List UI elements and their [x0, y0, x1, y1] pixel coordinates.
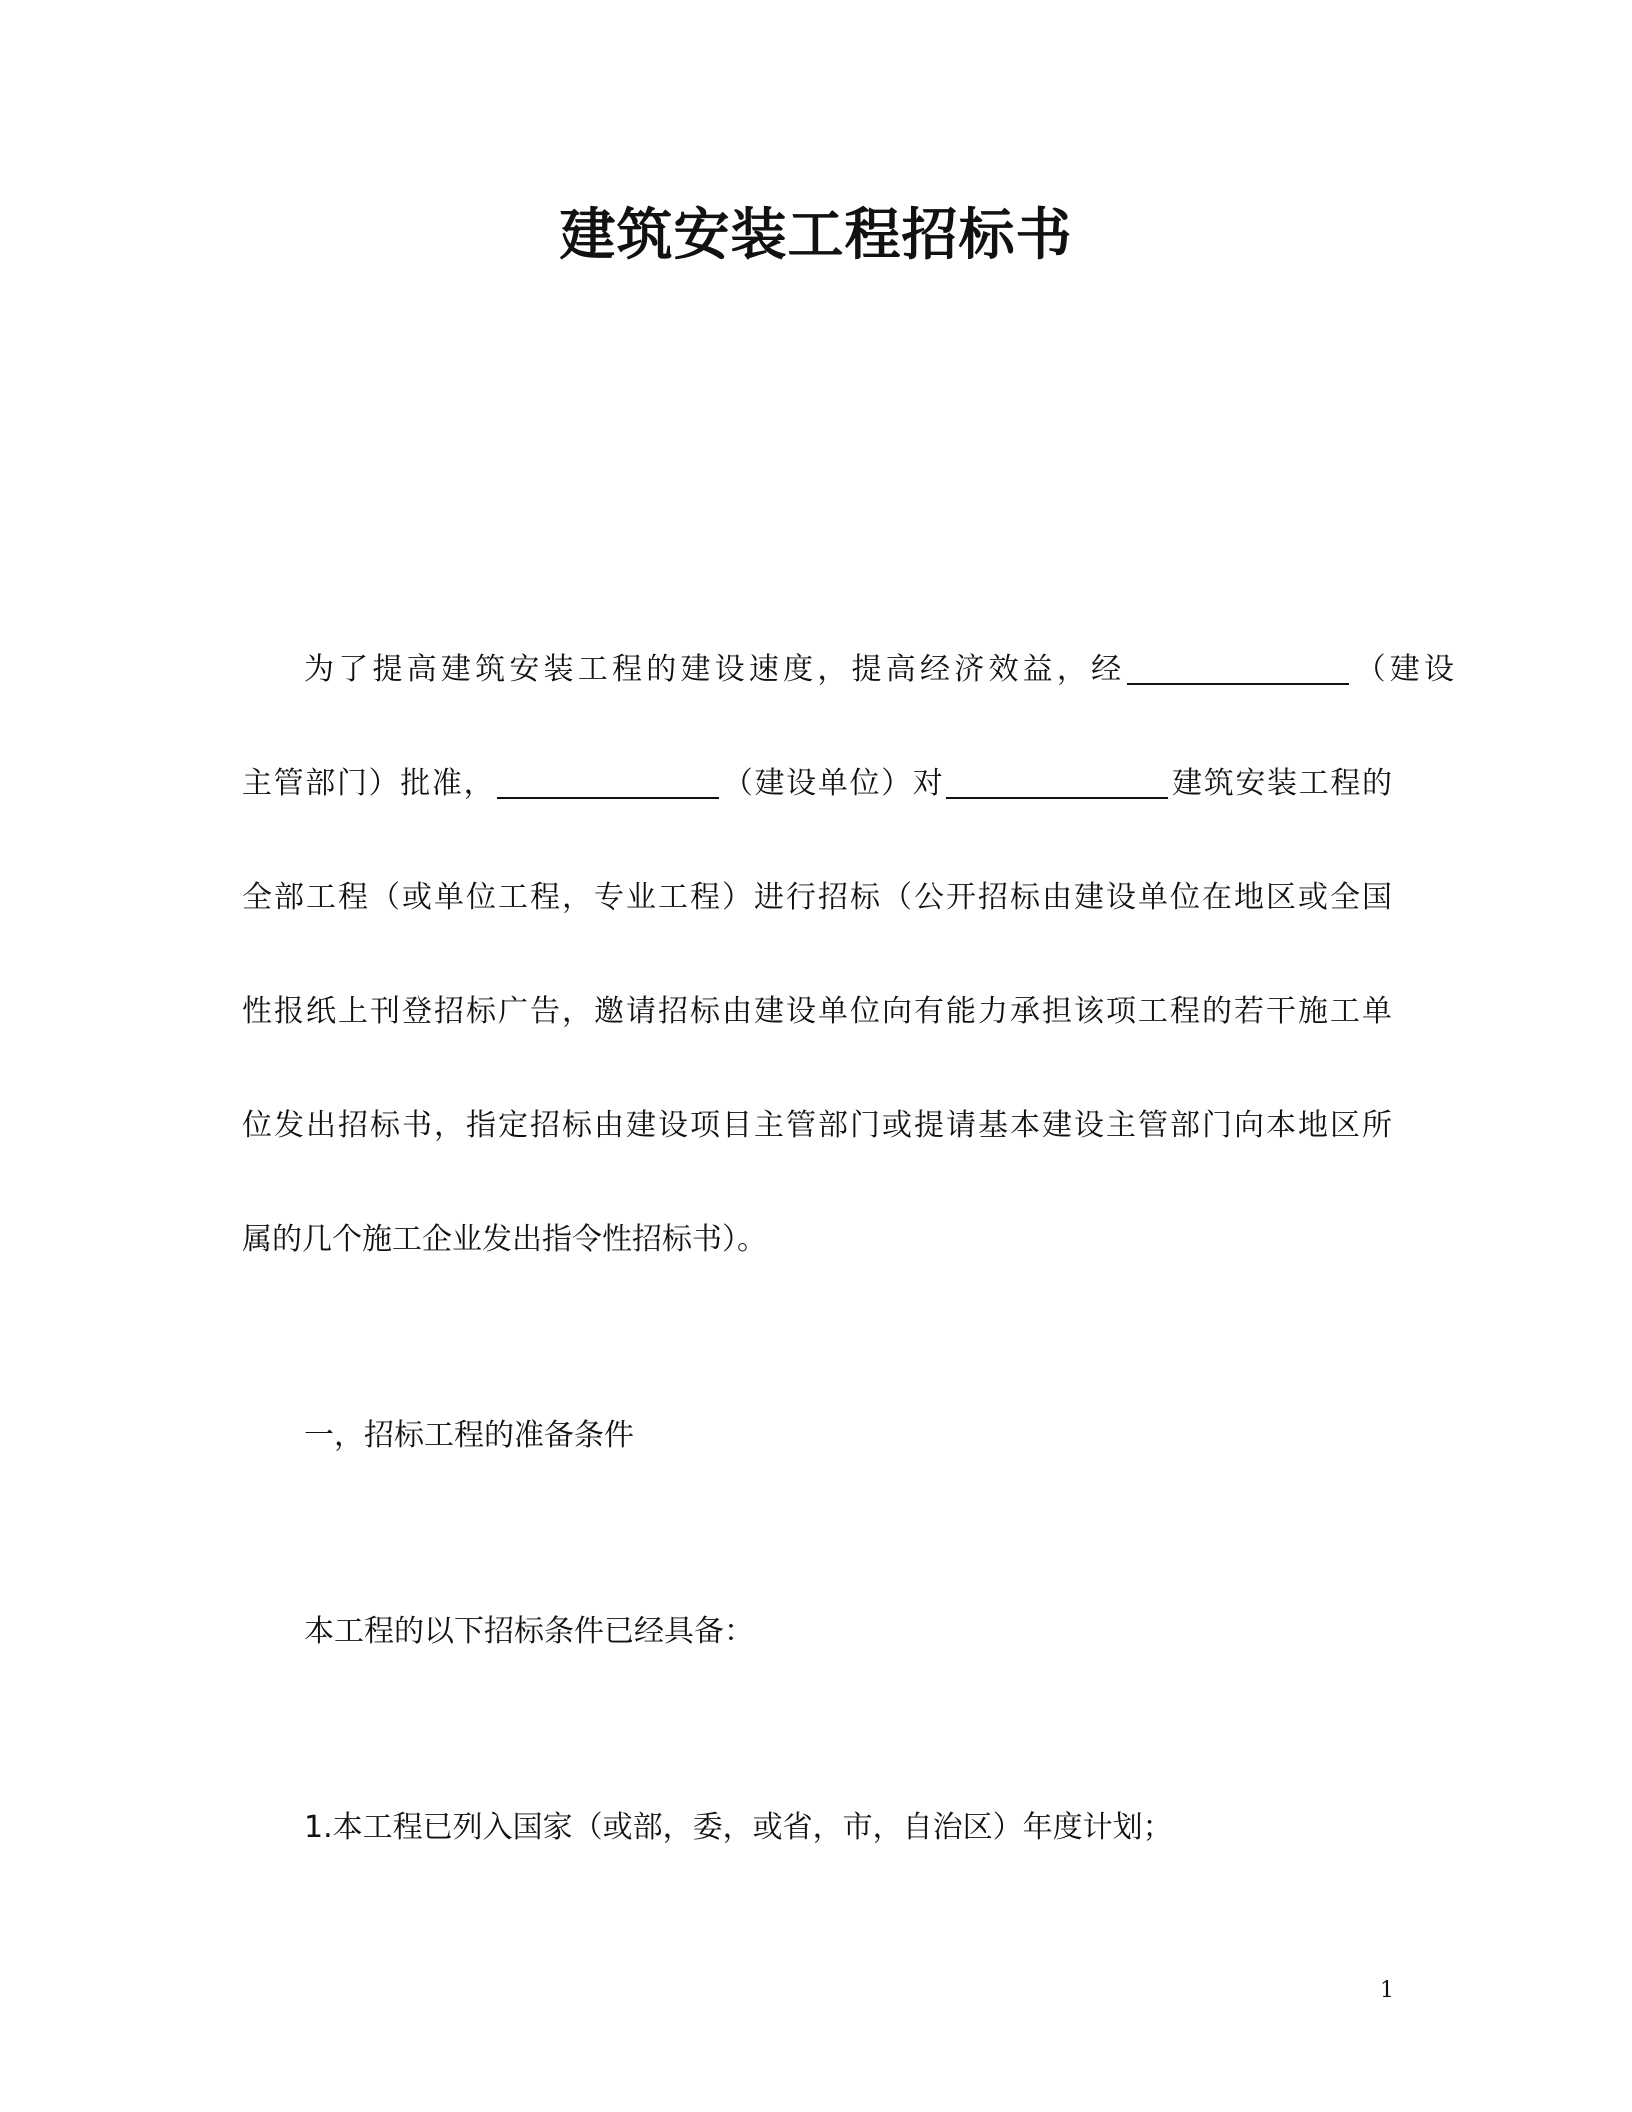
- intro-line-1: [304, 648, 1454, 692]
- condition-item-1: 1.本工程已列入国家（或部，委，或省，市，自治区）年度计划；: [304, 1810, 1173, 1845]
- intro-line-2-text-c: 建筑安装工程的: [1170, 766, 1393, 801]
- approval-authority-blank: [1127, 653, 1349, 685]
- intro-line-1-text-b: （建设: [1351, 652, 1455, 687]
- intro-line-2: [242, 762, 1392, 806]
- intro-line-5: 位发出招标书，指定招标由建设项目主管部门或提请基本建设主管部门向本地区所: [242, 1108, 1392, 1143]
- project-name-blank: [946, 767, 1168, 799]
- conditions-intro: 本工程的以下招标条件已经具备：: [304, 1614, 754, 1649]
- intro-line-4: 性报纸上刊登招标广告，邀请招标由建设单位向有能力承担该项工程的若干施工单: [242, 994, 1392, 1029]
- page-number: 1: [1380, 1978, 1394, 2003]
- section-1-heading: 一，招标工程的准备条件: [304, 1418, 634, 1453]
- document-title: 建筑安装工程招标书: [559, 203, 1073, 268]
- intro-line-6: 属的几个施工企业发出指令性招标书）。: [242, 1222, 767, 1257]
- intro-line-2-text-b: （建设单位）对: [721, 766, 945, 801]
- intro-line-3: 全部工程（或单位工程，专业工程）进行招标（公开招标由建设单位在地区或全国: [242, 880, 1392, 915]
- construction-unit-blank: [497, 767, 719, 799]
- intro-line-1-text-a: 为了提高建筑安装工程的建设速度，提高经济效益，经: [304, 652, 1126, 687]
- intro-line-2-text-a: 主管部门）批准，: [242, 766, 496, 801]
